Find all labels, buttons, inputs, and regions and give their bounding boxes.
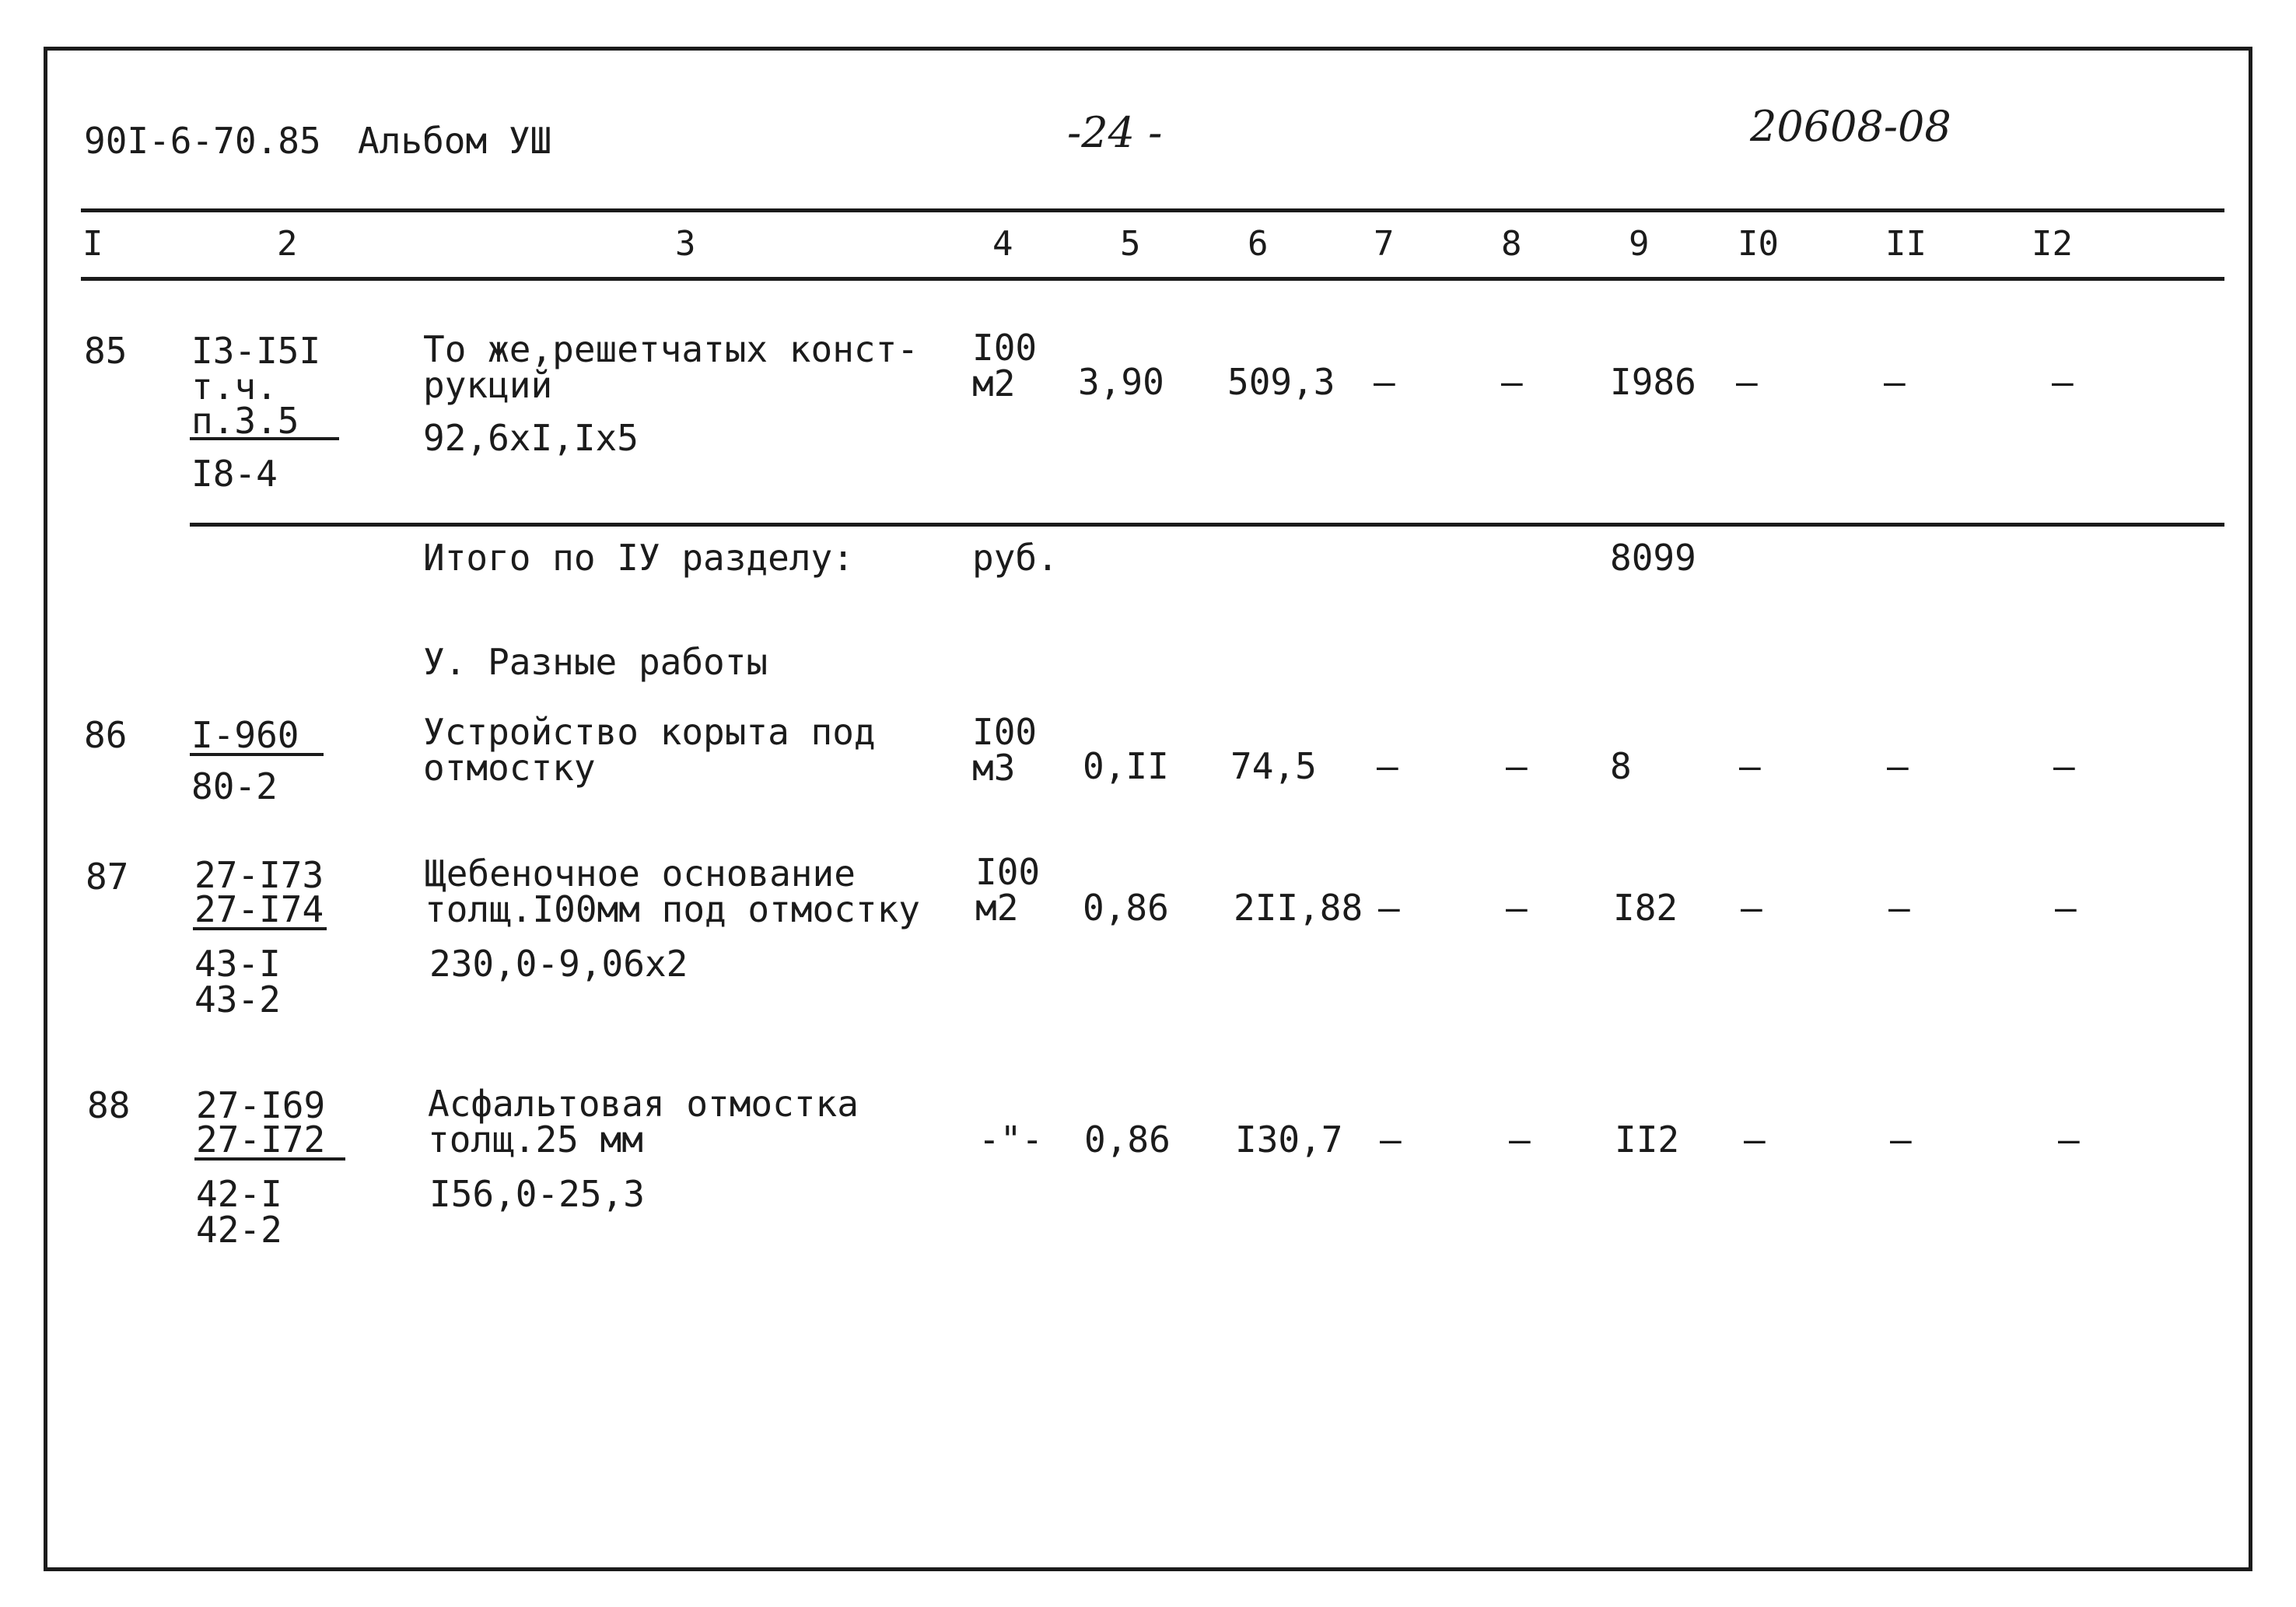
total-cost: II2	[1615, 1119, 1680, 1161]
page-frame	[44, 47, 2252, 1571]
work-name: То же,решетчатых конст- рукций	[423, 328, 919, 406]
col8-value: –	[1506, 887, 1528, 929]
norm-code: I-960	[191, 714, 299, 756]
col12-value: –	[2053, 745, 2075, 787]
col-header-3: 3	[675, 224, 696, 264]
doc-code: 90I-6-70.85	[84, 120, 321, 162]
row-number: 88	[87, 1084, 131, 1126]
col-header-4: 4	[992, 224, 1013, 264]
col8-value: –	[1509, 1119, 1531, 1161]
col-header-10: I0	[1738, 224, 1779, 264]
col-header-11: II	[1885, 224, 1927, 264]
unit-price: 509,3	[1227, 361, 1335, 403]
norm-code-bottom: I8-4	[191, 453, 278, 495]
quantity: 0,86	[1083, 887, 1169, 929]
quantity-formula: 230,0-9,06x2	[429, 943, 688, 985]
col7-value: –	[1378, 887, 1400, 929]
col11-value: –	[1884, 361, 1906, 403]
norm-code-bottom: 43-2	[194, 979, 281, 1021]
col-header-12: I2	[2032, 224, 2073, 264]
quantity-formula: 92,6xI,Ix5	[423, 417, 639, 459]
norm-code-bottom: 43-I	[194, 943, 281, 985]
col-header-2: 2	[277, 224, 298, 264]
col11-value: –	[1888, 887, 1910, 929]
col-header-9: 9	[1629, 224, 1650, 264]
quantity: 3,90	[1078, 361, 1164, 403]
work-name: Асфальтовая отмостка толщ.25 мм	[428, 1083, 859, 1161]
col12-value: –	[2052, 361, 2074, 403]
col10-value: –	[1736, 361, 1758, 403]
unit: -"-	[978, 1119, 1044, 1161]
work-name: Устройство корыта под отмостку	[423, 711, 876, 789]
norm-code-bottom: 42-2	[196, 1209, 282, 1251]
document-number: 20608-08	[1750, 102, 1951, 151]
norm-code: т.ч.	[191, 366, 278, 408]
col-header-7: 7	[1374, 224, 1395, 264]
section-heading: У. Разные работы	[423, 641, 768, 683]
norm-code: 27-I74	[194, 888, 324, 930]
unit-price: 74,5	[1230, 745, 1317, 787]
unit: I00 м3	[972, 711, 1038, 789]
norm-code: 27-I69	[196, 1084, 326, 1126]
col8-value: –	[1501, 361, 1523, 403]
subtotal-value: 8099	[1610, 537, 1696, 579]
quantity: 0,II	[1083, 745, 1169, 787]
row-number: 85	[84, 330, 128, 372]
unit-price: I30,7	[1235, 1119, 1343, 1161]
unit: I00 м2	[972, 327, 1038, 404]
col11-value: –	[1890, 1119, 1912, 1161]
header-rule-top	[81, 208, 2224, 212]
page-number: -24 -	[1067, 108, 1163, 157]
unit: I00 м2	[975, 851, 1041, 929]
fraction-line	[193, 927, 327, 930]
subtotal-unit: руб.	[972, 537, 1059, 579]
fraction-line	[190, 753, 324, 756]
col-header-5: 5	[1120, 224, 1141, 264]
total-cost: I986	[1610, 361, 1696, 403]
col10-value: –	[1744, 1119, 1766, 1161]
col11-value: –	[1887, 745, 1909, 787]
fraction-line	[194, 1157, 345, 1161]
work-name: Щебеночное основание толщ.I00мм под отмостку	[425, 853, 920, 930]
col12-value: –	[2058, 1119, 2080, 1161]
col8-value: –	[1506, 745, 1528, 787]
unit-price: 2II,88	[1234, 887, 1363, 929]
header-rule-bottom	[81, 277, 2224, 281]
subtotal-rule	[190, 523, 2224, 527]
quantity: 0,86	[1084, 1119, 1171, 1161]
album-label: Альбом УШ	[358, 120, 552, 162]
fraction-line	[190, 437, 339, 440]
norm-code: I3-I5I	[191, 330, 321, 372]
subtotal-label: Итого по IУ разделу:	[423, 537, 854, 579]
col10-value: –	[1739, 745, 1761, 787]
row-number: 87	[86, 856, 129, 898]
col-header-8: 8	[1501, 224, 1522, 264]
total-cost: 8	[1610, 745, 1632, 787]
col-header-6: 6	[1248, 224, 1269, 264]
col10-value: –	[1741, 887, 1762, 929]
norm-code: 27-I72	[196, 1119, 326, 1161]
row-number: 86	[84, 714, 128, 756]
col7-value: –	[1380, 1119, 1402, 1161]
norm-code: 27-I73	[194, 854, 324, 896]
norm-code-bottom: 80-2	[191, 765, 278, 807]
col12-value: –	[2055, 887, 2077, 929]
norm-code: п.3.5	[191, 400, 299, 442]
col7-value: –	[1377, 745, 1398, 787]
norm-code-bottom: 42-I	[196, 1173, 282, 1215]
total-cost: I82	[1613, 887, 1678, 929]
col-header-1: I	[82, 224, 103, 264]
col7-value: –	[1374, 361, 1395, 403]
quantity-formula: I56,0-25,3	[429, 1173, 645, 1215]
